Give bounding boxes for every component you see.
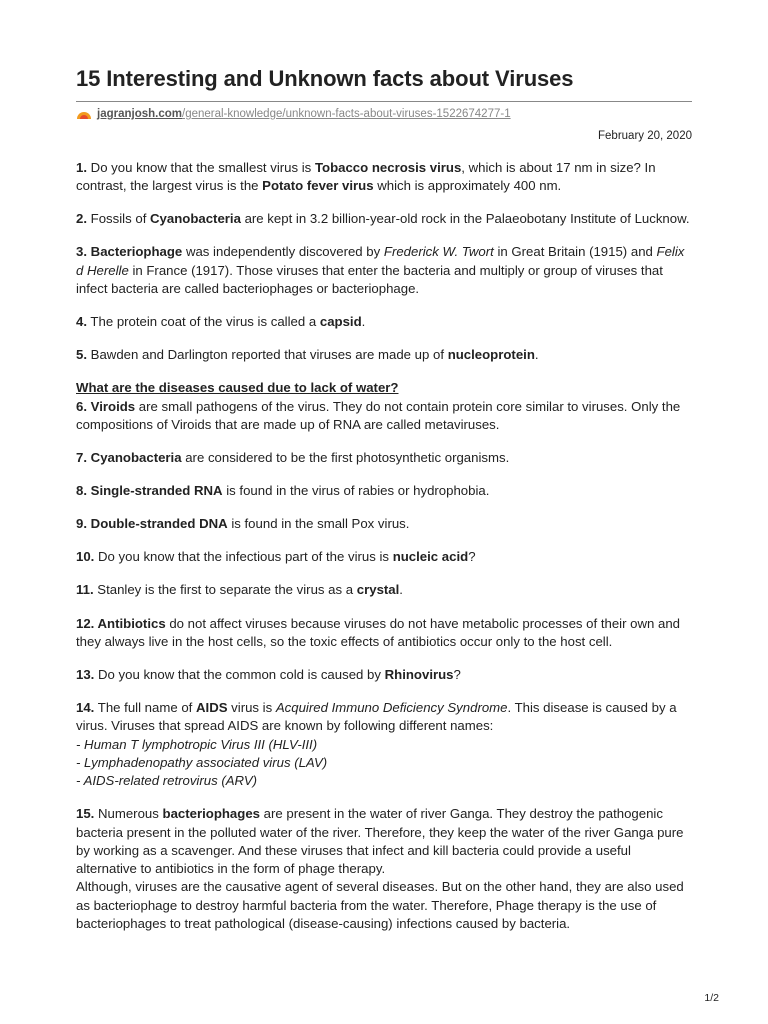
aids-name-item: - Human T lymphotropic Virus III (HLV-III): [76, 736, 318, 752]
fact-4: 4. The protein coat of the virus is called a capsid.: [76, 314, 366, 330]
fact-13: 13. Do you know that the common cold is caused by Rhinovirus?: [76, 666, 461, 682]
fact-5: 5. Bawden and Darlington reported that viruses are made up of nucleoprotein.: [76, 347, 539, 363]
publish-date: February 20, 2020: [598, 130, 692, 142]
source-path-link[interactable]: /general-knowledge/unknown-facts-about-viruses-1522674277-1: [182, 108, 511, 120]
article-body: [76, 159, 692, 948]
article-title: 15 Interesting and Unknown facts about Viruses: [76, 66, 574, 91]
fact-11: 11. Stanley is the first to separate the virus as a crystal.: [76, 582, 403, 598]
fact-15: 15. Numerous bacteriophages are present in the water of river Ganga. They destroy the pathogenic bacteria present in the polluted water of the river. Therefore, they keep the water of the river Ganga pure by working as a scavenger. And these viruses that infect and kill bacteria could provide a useful alternative to antibiotics in the form of phage therapy. Although, viruses are the causative agent of several diseases. But on the other hand, they are also used as bacteriophage to destroy harmful bacteria from the water. Therefore, Phage therapy is the use of bacteriophages to treat pathological (disease-causing) infections caused by bacteria.: [76, 806, 684, 932]
page-number: 1/2: [704, 992, 719, 1004]
fact-14: 14. The full name of AIDS virus is Acquired Immuno Deficiency Syndrome. This disease is caused by a virus. Viruses that spread AIDS are known by following different names: - Human T lymphotropic Virus III (HLV-III) - Lymphadenopathy associated virus (LAV) - AIDS-related retrovirus (ARV): [76, 700, 677, 789]
fact-6: 6. Viroids are small pathogens of the virus. They do not contain protein core similar to viruses. Only the compositions of Viroids that are made up of RNA are called metaviruses.: [76, 398, 681, 432]
source-domain-link[interactable]: jagranjosh.com: [97, 108, 182, 120]
fact-10: 10. Do you know that the infectious part of the virus is nucleic acid?: [76, 549, 476, 565]
fact-3: 3. Bacteriophage was independently discovered by Frederick W. Twort in Great Britain (1915) and Felix d Herelle in France (1917). Those viruses that enter the bacteria and multiply or group of viruses that infect bacteria are called bacteriophages or bacteriophage.: [76, 244, 685, 297]
related-article-link[interactable]: What are the diseases caused due to lack of water?: [76, 380, 399, 396]
fact-1: 1. Do you know that the smallest virus is Tobacco necrosis virus, which is about 17 nm in size? In contrast, the largest virus is the Potato fever virus which is approximately 400 nm.: [76, 160, 656, 194]
fact-2: 2. Fossils of Cyanobacteria are kept in 3.2 billion-year-old rock in the Palaeobotany Institute of Lucknow.: [76, 211, 690, 227]
source-url[interactable]: [76, 108, 511, 122]
jagranjosh-logo-icon: [76, 109, 92, 122]
title-divider: [76, 101, 692, 102]
fact-7: 7. Cyanobacteria are considered to be the first photosynthetic organisms.: [76, 450, 510, 466]
fact-8: 8. Single-stranded RNA is found in the virus of rabies or hydrophobia.: [76, 483, 490, 499]
aids-name-item: - AIDS-related retrovirus (ARV): [76, 773, 258, 789]
fact-12: 12. Antibiotics do not affect viruses because viruses do not have metabolic processes of their own and they always live in the host cells, so the toxic effects of antibiotics occur only to the host cell.: [76, 615, 681, 649]
aids-name-item: - Lymphadenopathy associated virus (LAV): [76, 754, 328, 770]
fact-9: 9. Double-stranded DNA is found in the small Pox virus.: [76, 516, 410, 532]
